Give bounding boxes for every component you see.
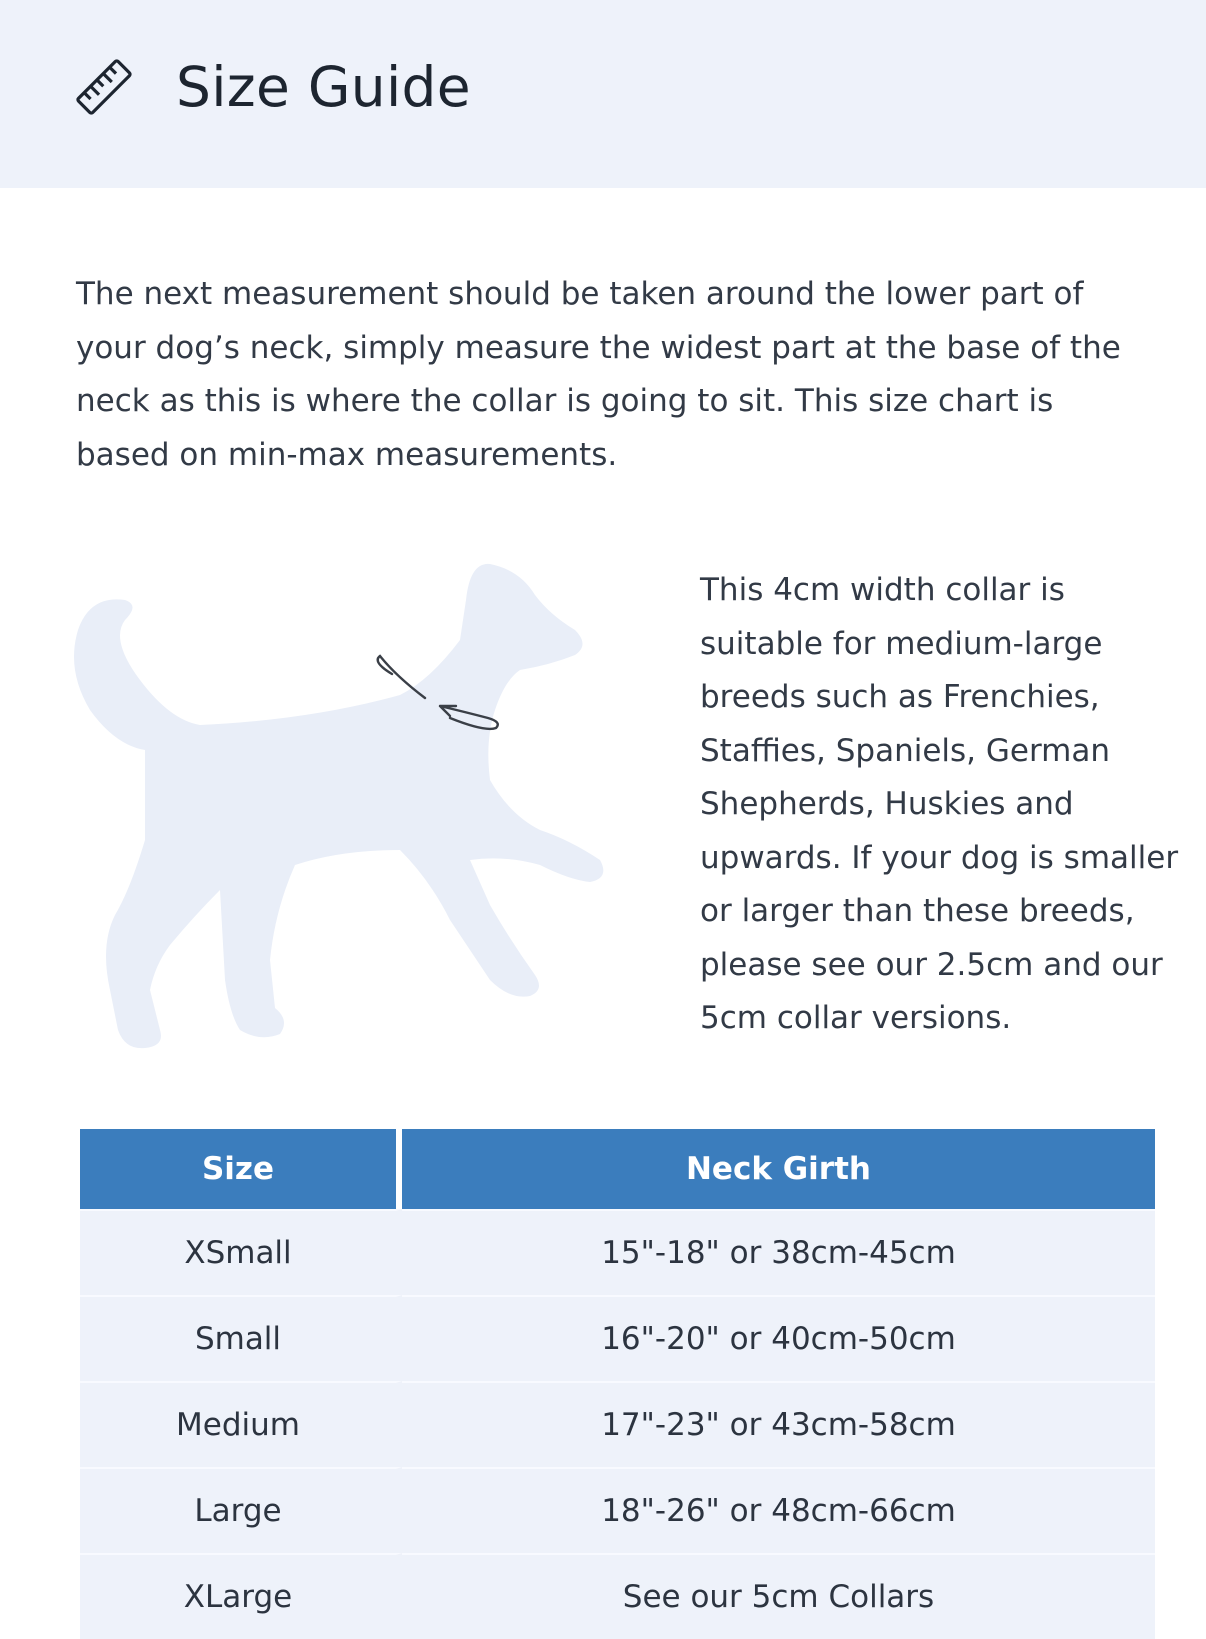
table-row [80, 1553, 1155, 1639]
table-row [80, 1295, 1155, 1381]
girth-cell: 18"-26" or 48cm-66cm [402, 1467, 1155, 1553]
size-cell: XSmall [80, 1209, 402, 1295]
size-cell: Small [80, 1295, 402, 1381]
girth-cell: See our 5cm Collars [402, 1553, 1155, 1639]
dog-silhouette-icon [70, 560, 630, 1050]
dog-body [74, 564, 603, 1048]
girth-cell: 16"-20" or 40cm-50cm [402, 1295, 1155, 1381]
girth-cell: 17"-23" or 43cm-58cm [402, 1381, 1155, 1467]
size-column-header: Size [80, 1129, 402, 1209]
size-cell: XLarge [80, 1553, 402, 1639]
size-guide-header [0, 0, 1206, 188]
table-row [80, 1209, 1155, 1295]
page-title: Size Guide [176, 55, 471, 119]
neck-girth-column-header: Neck Girth [402, 1129, 1155, 1209]
table-row [80, 1467, 1155, 1553]
intro-paragraph: The next measurement should be taken around the lower part of your dog’s neck, simply measure the widest part at the base of the neck as this is where the collar is going to sit. This size chart is based on min-max measurements. [76, 276, 1121, 473]
ruler-icon [72, 55, 136, 119]
size-cell: Medium [80, 1381, 402, 1467]
size-cell: Large [80, 1467, 402, 1553]
girth-cell: 15"-18" or 38cm-45cm [402, 1209, 1155, 1295]
table-header-row [80, 1129, 1155, 1209]
collar-tape-line [378, 656, 425, 698]
collar-description: This 4cm width collar is suitable for medium-large breeds such as Frenchies, Staffies, Spaniels, German Shepherds, Huskies and upwards. If your dog is smaller or larger than these breeds, please see our 2.5cm and our 5cm collar versions. [700, 572, 1179, 1036]
table-row [80, 1381, 1155, 1467]
size-table [80, 1129, 1155, 1639]
